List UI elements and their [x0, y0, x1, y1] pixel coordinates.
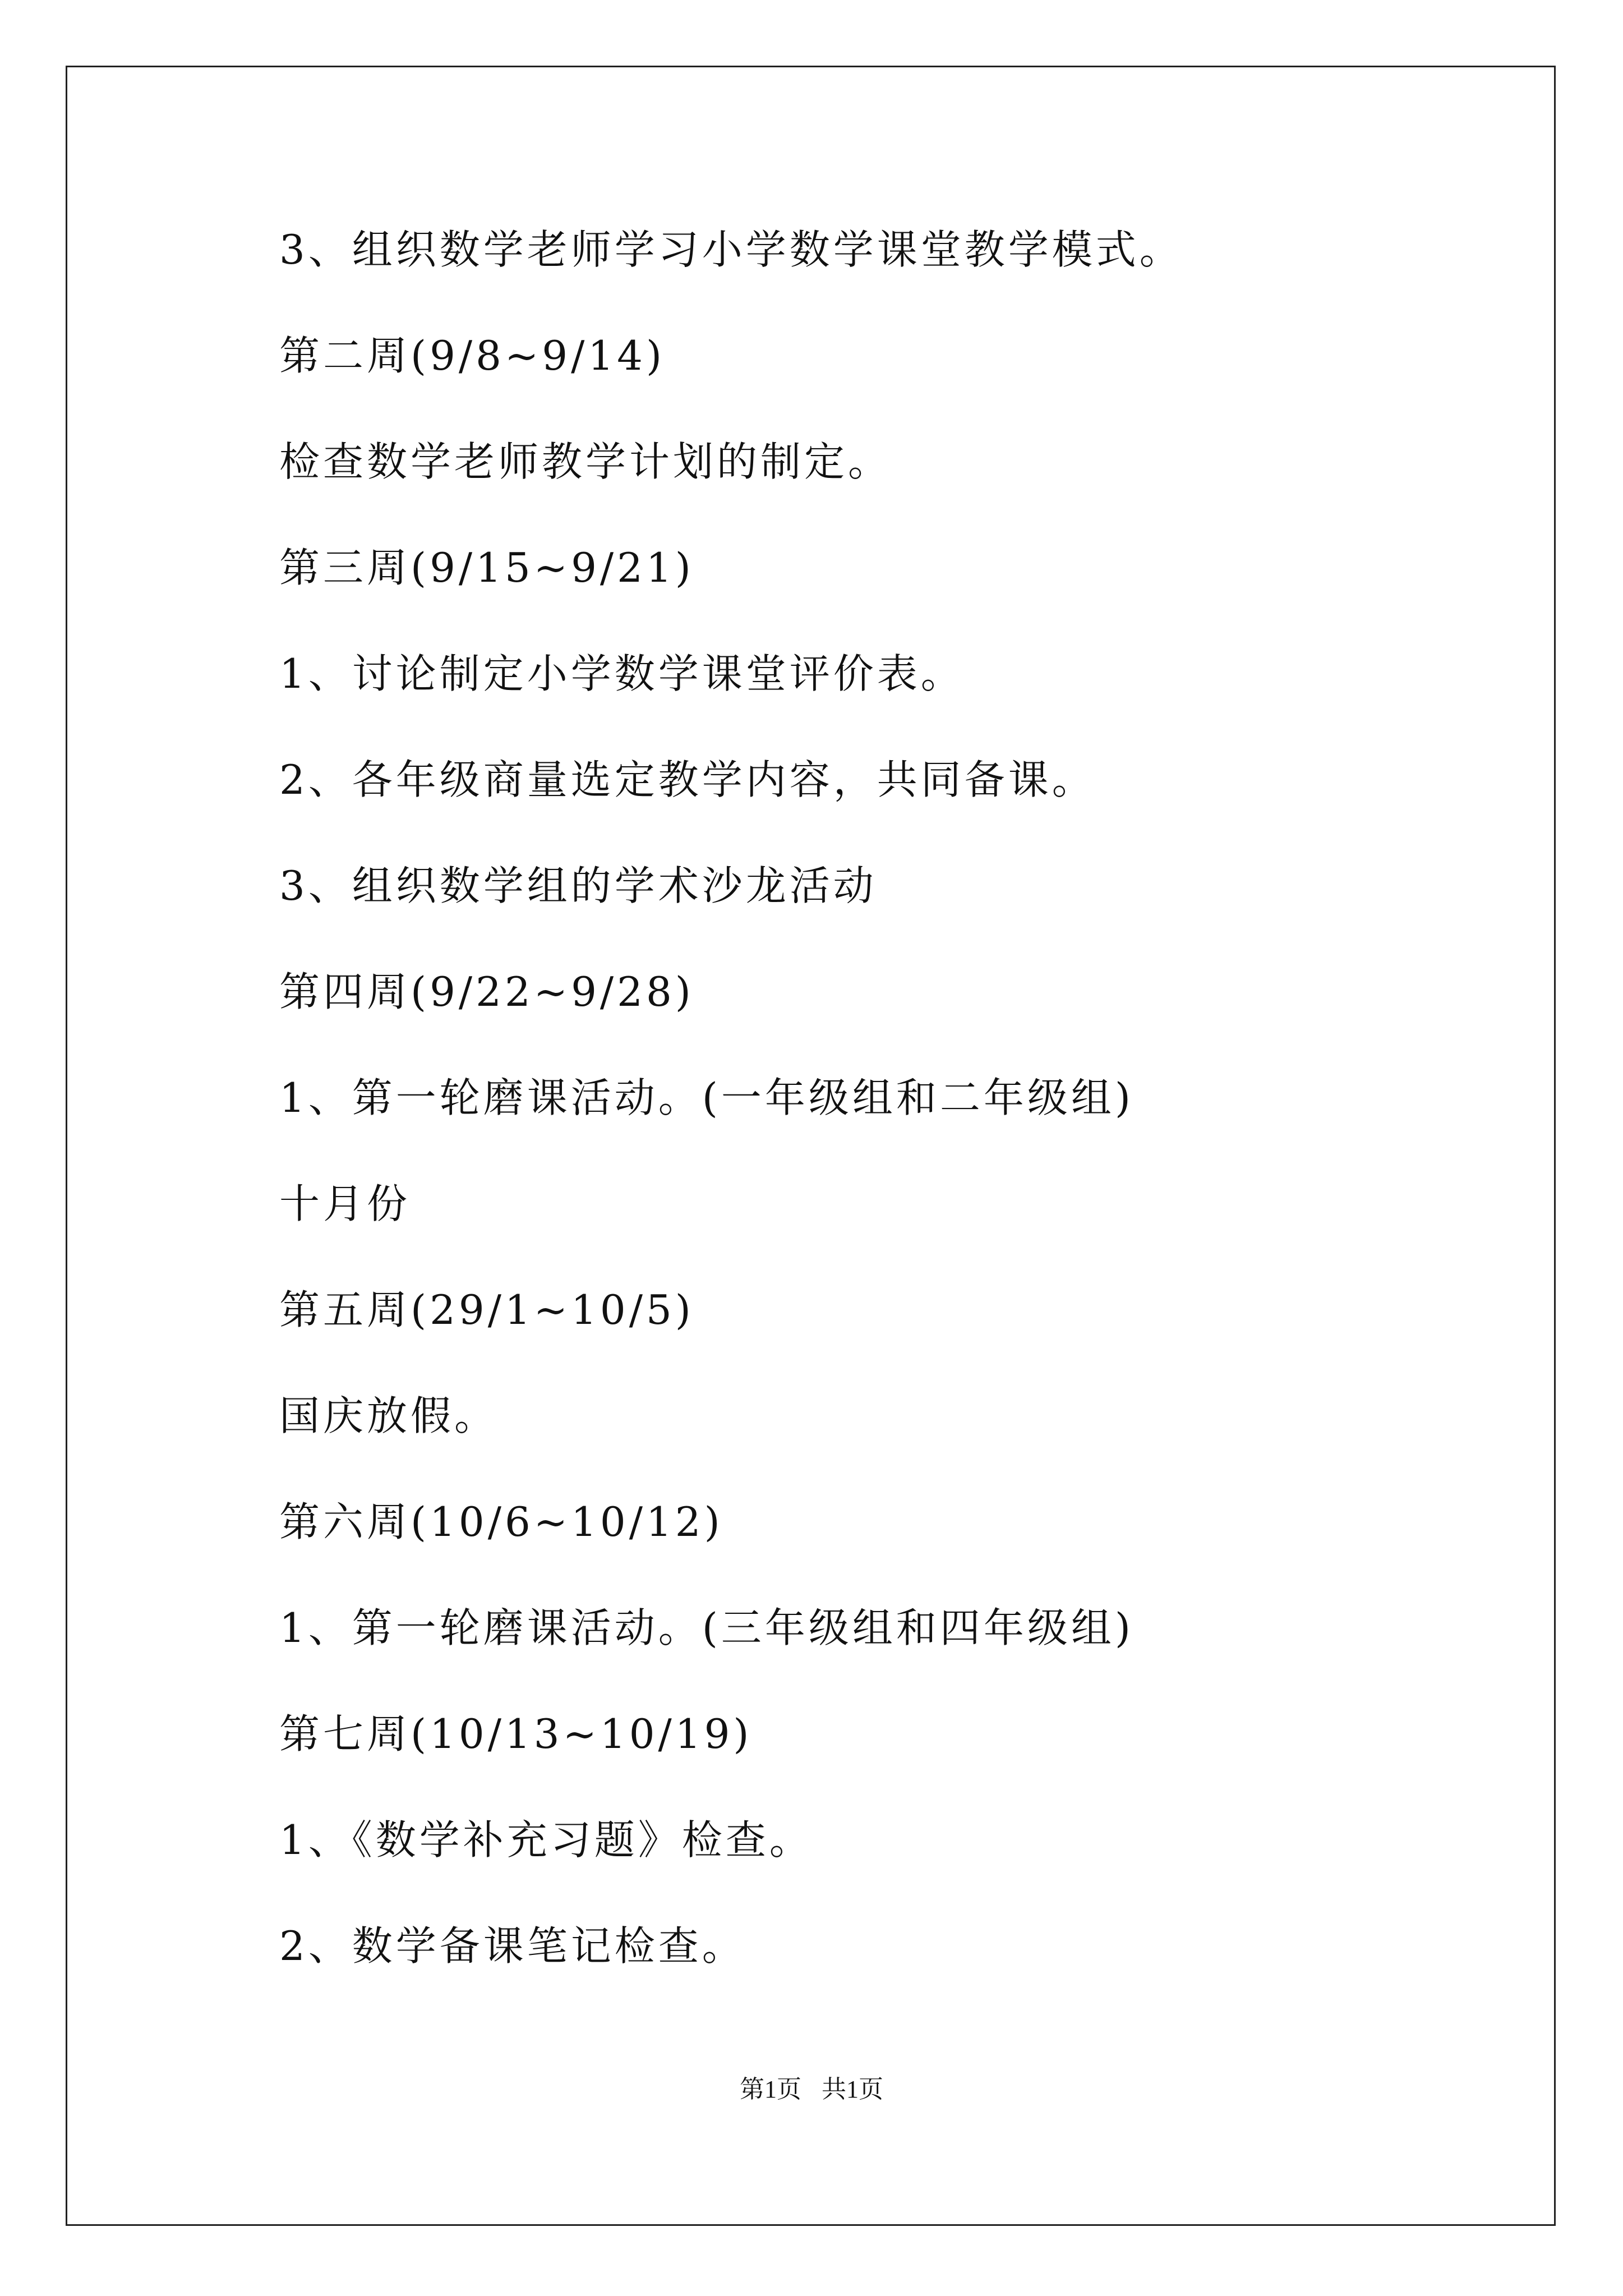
text-line: 3、组织数学老师学习小学数学课堂教学模式。 — [279, 226, 1183, 273]
text-line: 2、各年级商量选定教学内容，共同备课。 — [279, 756, 1096, 803]
week-heading: 第四周(9/22~9/28) — [279, 968, 694, 1015]
month-heading: 十月份 — [279, 1180, 411, 1227]
page-footer — [0, 2073, 1623, 2106]
week-heading: 第六周(10/6~10/12) — [279, 1498, 723, 1545]
text-line: 1、第一轮磨课活动。(三年级组和四年级组) — [279, 1604, 1134, 1651]
week-heading: 第七周(10/13~10/19) — [279, 1710, 753, 1757]
document-body — [279, 224, 1491, 2027]
text-line: 1、讨论制定小学数学课堂评价表。 — [279, 650, 965, 697]
page-number: 第1页 — [740, 2076, 801, 2103]
text-line: 检查数学老师教学计划的制定。 — [279, 438, 892, 485]
week-heading: 第三周(9/15~9/21) — [279, 544, 694, 591]
text-line: 2、数学备课笔记检查。 — [279, 1922, 746, 1970]
text-line: 国庆放假。 — [279, 1392, 499, 1439]
text-line: 1、《数学补充习题》检查。 — [279, 1816, 813, 1864]
week-heading: 第五周(29/1~10/5) — [279, 1286, 694, 1333]
page-total: 共1页 — [822, 2076, 883, 2103]
text-line: 1、第一轮磨课活动。(一年级组和二年级组) — [279, 1074, 1134, 1121]
text-line: 3、组织数学组的学术沙龙活动 — [279, 862, 877, 909]
week-heading: 第二周(9/8~9/14) — [279, 332, 666, 379]
